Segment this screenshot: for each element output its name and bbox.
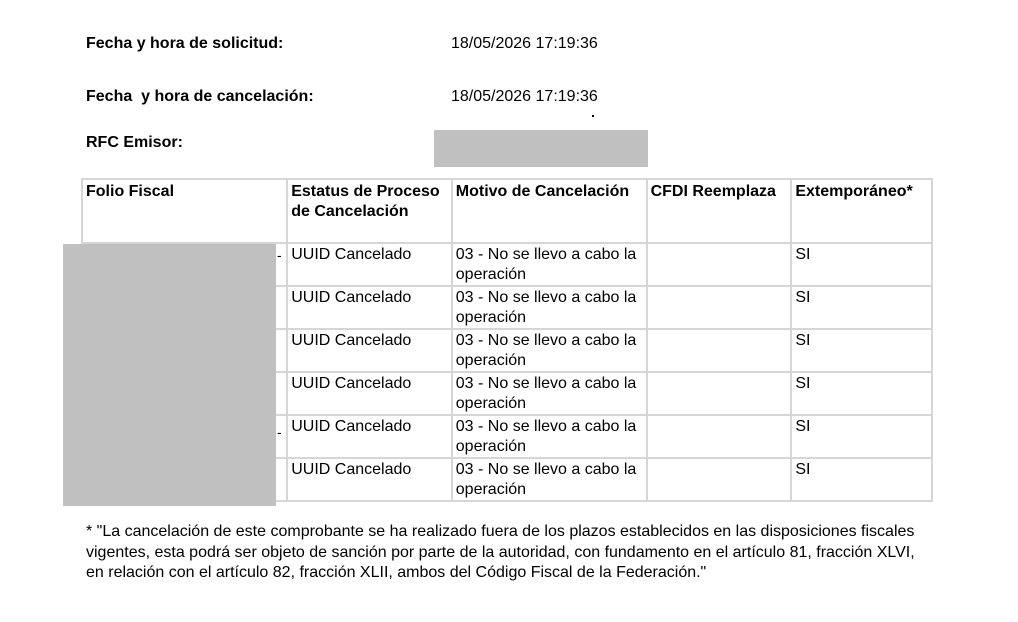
motivo-cell: 03 - No se llevo a cabo la operación <box>452 286 647 329</box>
rfc-emisor-redaction <box>434 130 648 167</box>
cfdi-cell <box>647 329 792 372</box>
cfdi-cell <box>647 415 792 458</box>
cancel-datetime-value: 18/05/2026 17:19:36 <box>451 88 598 105</box>
column-header-cfdi-reemplaza: CFDI Reemplaza <box>647 179 792 243</box>
cfdi-cell <box>647 458 792 501</box>
folio-dash-mark: - <box>277 424 282 440</box>
request-datetime-label: Fecha y hora de solicitud: <box>86 35 284 52</box>
extemporaneo-cell: SI <box>791 286 932 329</box>
column-header-motivo: Motivo de Cancelación <box>452 179 647 243</box>
cfdi-cell <box>647 243 792 286</box>
status-cell: UUID Cancelado <box>287 243 452 286</box>
status-cell: UUID Cancelado <box>287 372 452 415</box>
status-cell: UUID Cancelado <box>287 458 452 501</box>
extemporaneo-cell: SI <box>791 415 932 458</box>
cancel-datetime-label: Fecha y hora de cancelación: <box>86 88 314 105</box>
status-cell: UUID Cancelado <box>287 415 452 458</box>
footnote-extemporaneo: * "La cancelación de este comprobante se ha realizado fuera de los plazos establecidos en las disposiciones fiscales vigentes, esta podrá ser objeto de sanción por parte de la autoridad, con fundamento en el artículo 81, fracción XLVI, en relación con el artículo 82, fracción XLII, ambos del Código Fiscal de la Federación." <box>86 523 915 581</box>
folio-dash-mark: - <box>277 247 282 263</box>
column-header-folio-fiscal: Folio Fiscal <box>82 179 287 243</box>
folio-fiscal-redaction <box>63 244 276 506</box>
extemporaneo-cell: SI <box>791 372 932 415</box>
request-datetime-value: 18/05/2026 17:19:36 <box>451 35 598 52</box>
extemporaneo-cell: SI <box>791 243 932 286</box>
motivo-cell: 03 - No se llevo a cabo la operación <box>452 415 647 458</box>
stray-dot <box>592 115 594 117</box>
extemporaneo-cell: SI <box>791 329 932 372</box>
column-header-estatus: Estatus de Proceso de Cancelación <box>287 179 452 243</box>
column-header-extemporaneo: Extemporáneo* <box>791 179 932 243</box>
motivo-cell: 03 - No se llevo a cabo la operación <box>452 329 647 372</box>
motivo-cell: 03 - No se llevo a cabo la operación <box>452 372 647 415</box>
table-header-row <box>82 179 932 243</box>
status-cell: UUID Cancelado <box>287 286 452 329</box>
motivo-cell: 03 - No se llevo a cabo la operación <box>452 243 647 286</box>
cfdi-cell <box>647 372 792 415</box>
motivo-cell: 03 - No se llevo a cabo la operación <box>452 458 647 501</box>
cfdi-cell <box>647 286 792 329</box>
rfc-emisor-label: RFC Emisor: <box>86 134 183 151</box>
extemporaneo-cell: SI <box>791 458 932 501</box>
status-cell: UUID Cancelado <box>287 329 452 372</box>
